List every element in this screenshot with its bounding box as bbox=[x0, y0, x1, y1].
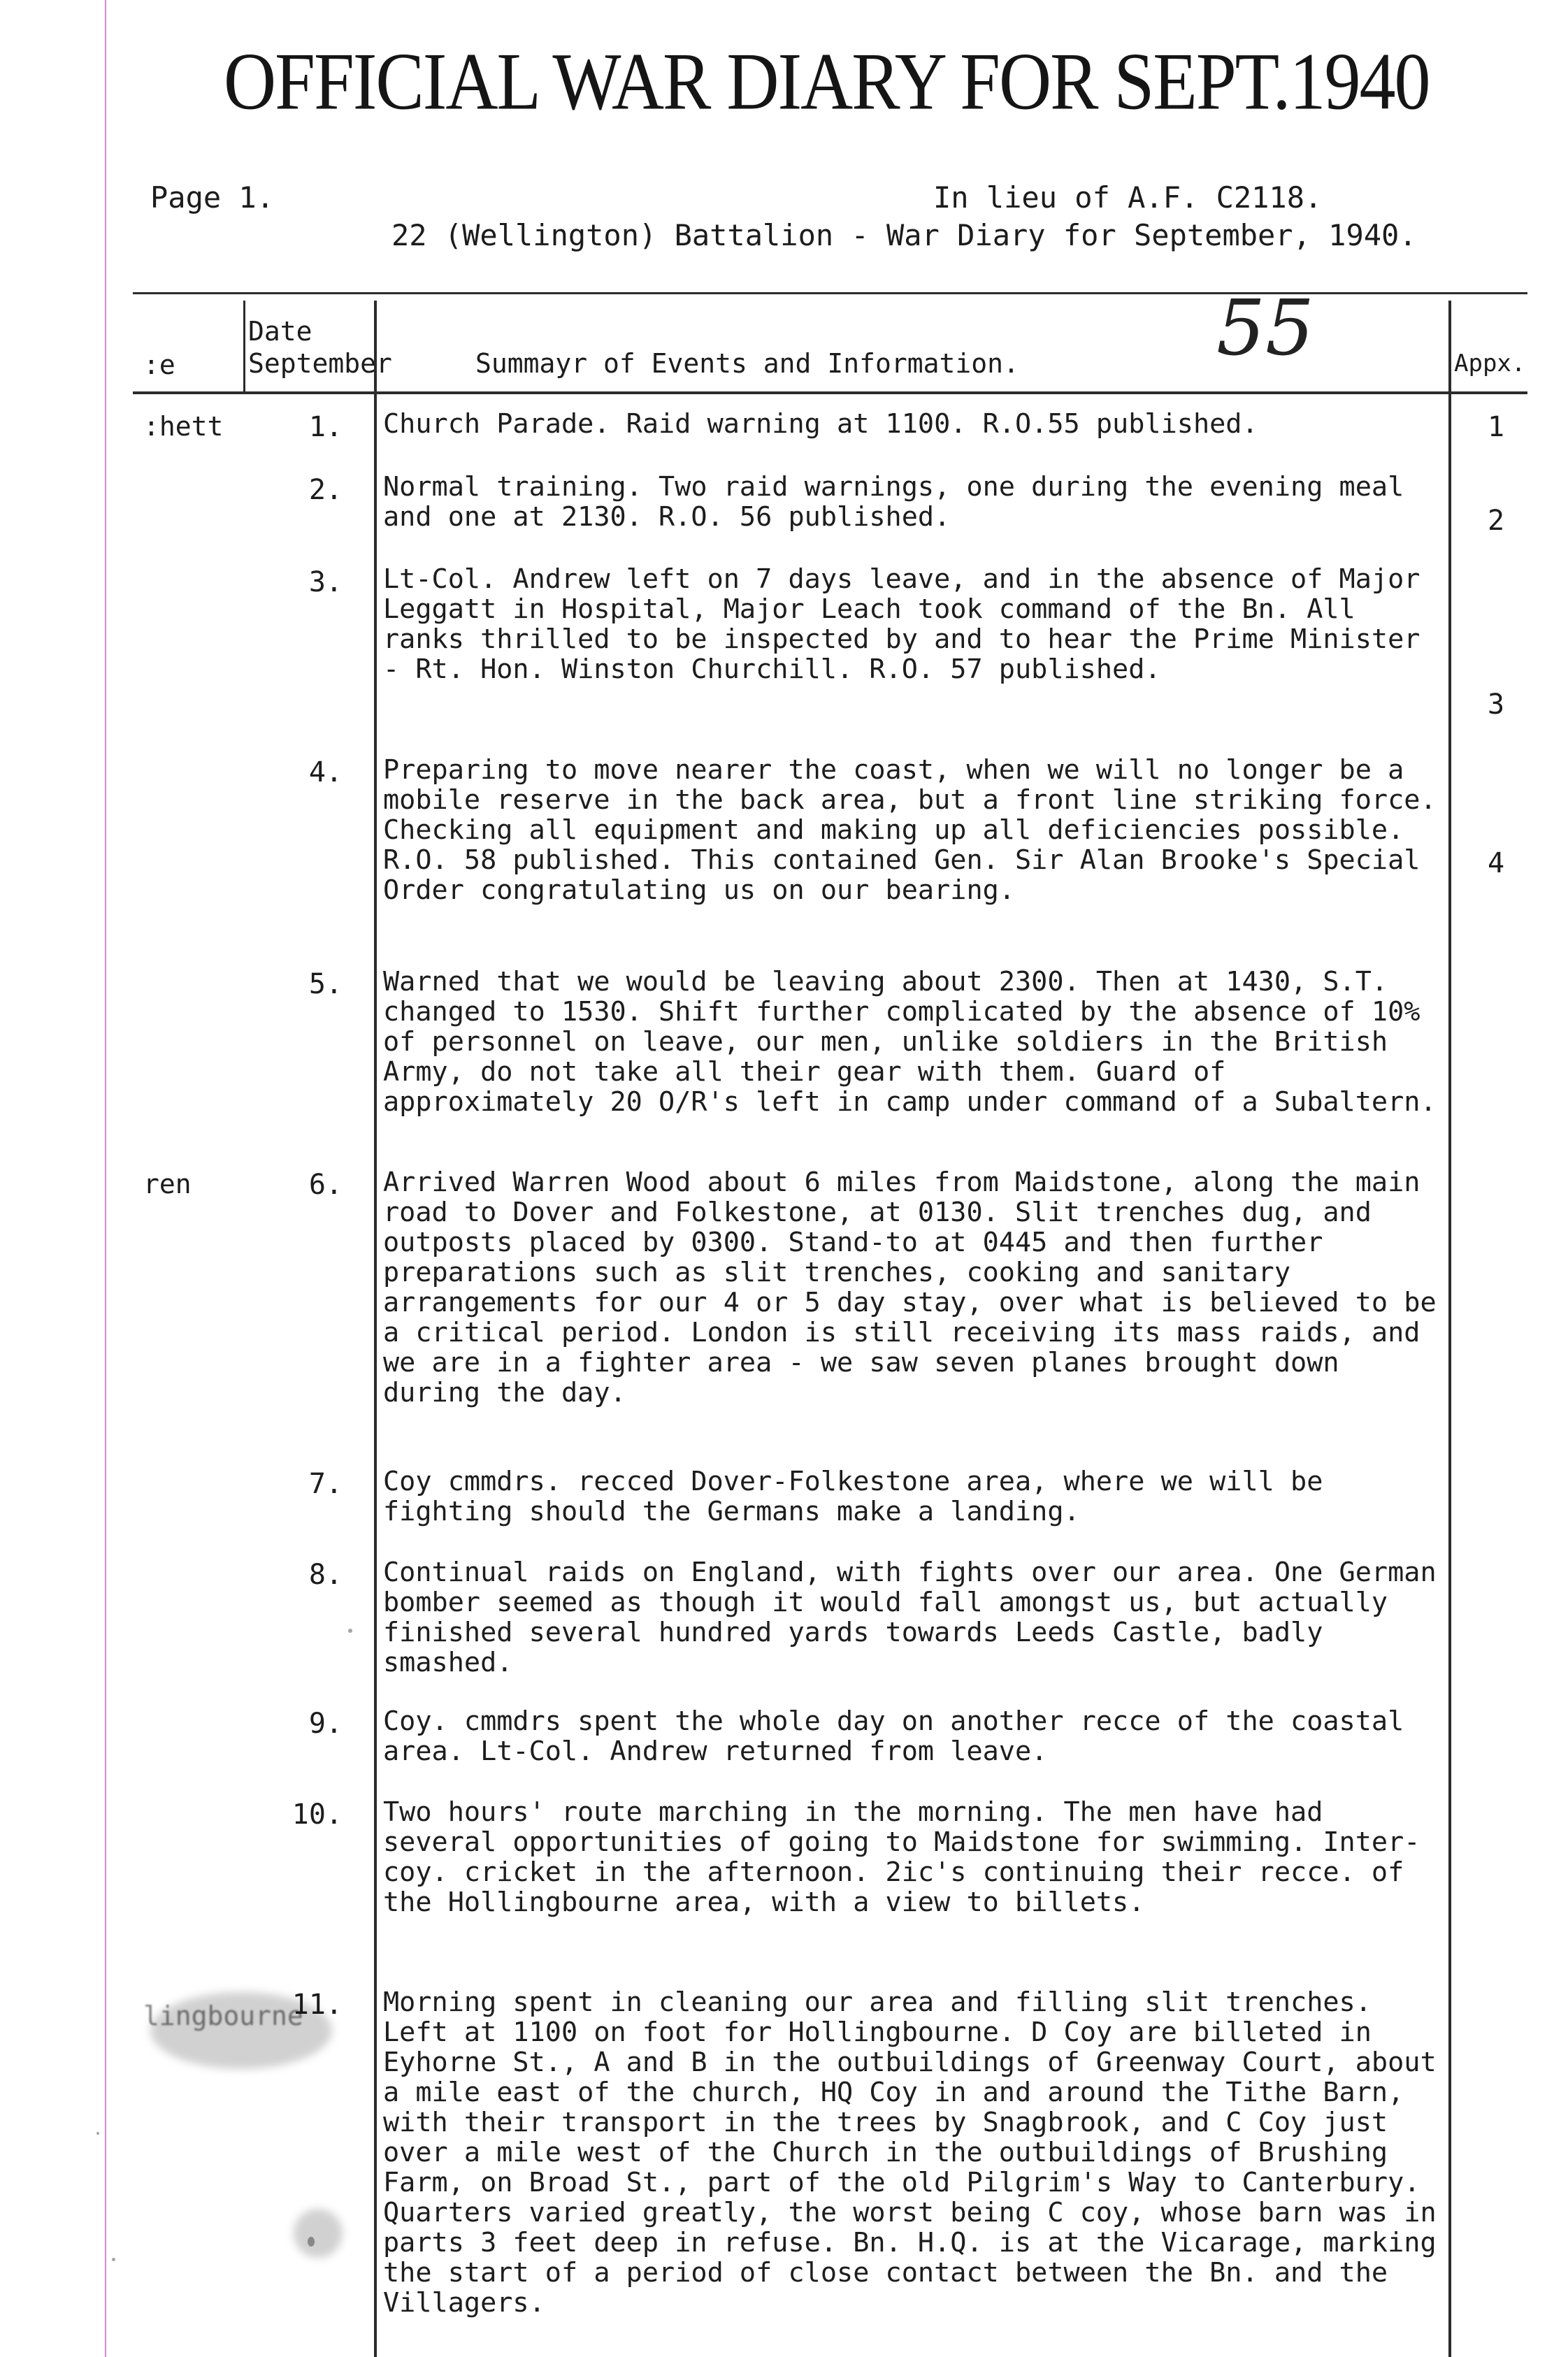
entry-text: Continual raids on England, with fights over our area. One German bomber seemed as though it would fall amongst us, but actually finished several hundred yards towards Leeds Castle, badly smashed. bbox=[383, 1557, 1437, 1678]
entry-text: Normal training. Two raid warnings, one during the evening meal and one at 2130. R.O. 56 published. bbox=[383, 471, 1404, 533]
entry-date: 10. bbox=[292, 1799, 343, 1831]
entry-text: Arrived Warren Wood about 6 miles from Maidstone, along the main road to Dover and Folkestone, at 0130. Slit trenches dug, and outposts placed by 0300. Stand-to at 0445 and then further preparations such as slit trenches, cooking and sanitary arrangements for our 4 or 5 day stay, over what is believed to be a critical period. London is still receiving its mass raids, and we are in a fighter area - we saw seven planes brought down during the day. bbox=[383, 1167, 1437, 1408]
entry-appx: 3 bbox=[1487, 689, 1505, 721]
header-summary: Summayr of Events and Information. bbox=[475, 348, 1019, 379]
entry-text: Two hours' route marching in the morning. The men have had several opportunities of going to Maidstone for swimming. Inter-coy. cricket in the afternoon. 2ic's continuing their recce. of the Hollingbourne area, with a view to billets. bbox=[383, 1796, 1420, 1918]
page-label: Page 1. bbox=[150, 180, 275, 215]
entry-date: 7. bbox=[308, 1468, 343, 1500]
entry-date: 5. bbox=[308, 968, 343, 1000]
entry-appx: 2 bbox=[1487, 505, 1505, 537]
document-title: OFFICIAL WAR DIARY FOR SEPT.1940 bbox=[224, 36, 1430, 127]
entry-text: Coy. cmmdrs spent the whole day on another recce of the coastal area. Lt-Col. Andrew returned from leave. bbox=[383, 1706, 1404, 1767]
entry-date: 2. bbox=[308, 474, 343, 506]
entry-text: Preparing to move nearer the coast, when we will no longer be a mobile reserve in the back area, but a front line striking force. Checking all equipment and making up all deficiencies possible. R.O. 58 published. This contained Gen. Sir Alan Brooke's Special Order congratulating us on our bearing. bbox=[383, 754, 1437, 906]
form-reference: In lieu of A.F. C2118. bbox=[933, 180, 1323, 215]
photocopy-speck bbox=[348, 1629, 352, 1633]
entry-date: 9. bbox=[308, 1708, 343, 1740]
margin-rule bbox=[105, 0, 106, 2357]
photocopy-speck bbox=[112, 2258, 115, 2261]
photocopy-smudge bbox=[294, 2209, 343, 2258]
header-appx: Appx. bbox=[1454, 349, 1526, 377]
photocopy-speck bbox=[308, 2237, 315, 2247]
place-second: ren bbox=[143, 1169, 192, 1199]
header-bottom-rule bbox=[133, 391, 1527, 394]
entry-date: 4. bbox=[308, 756, 343, 788]
place-first: :hett bbox=[143, 411, 224, 442]
entry-text: Morning spent in cleaning our area and filling slit trenches. Left at 1100 on foot for Hollingbourne. D Coy are billeted in Eyhorne St., A and B in the outbuildings of Greenway Court, about a mile east of the church, HQ Coy in and around the Tithe Barn, with their transport in the trees by Snagbrook, and C Coy just over a mile west of the Church in the outbuildings of Brushing Farm, on Broad St., part of the old Pilgrim's Way to Canterbury. Quarters varied greatly, the worst being C coy, whose barn was in parts 3 feet deep in refuse. Bn. H.Q. is at the Vicarage, marking the start of a period of close contact between the Bn. and the Villagers. bbox=[383, 1987, 1437, 2319]
table-top-rule bbox=[133, 292, 1527, 294]
entry-date: 6. bbox=[308, 1169, 343, 1201]
header-date-line1: Date bbox=[248, 316, 312, 347]
entry-appx: 4 bbox=[1487, 847, 1505, 879]
entry-text: Warned that we would be leaving about 2300. Then at 1430, S.T. changed to 1530. Shift further complicated by the absence of 10% of personnel on leave, our men, unlike soldiers in the British Army, do not take all their gear with them. Guard of approximately 20 O/R's left in camp under command of a Subaltern. bbox=[383, 966, 1437, 1118]
summary-right-rule bbox=[1448, 301, 1451, 2357]
entry-date: 11. bbox=[292, 1989, 343, 2021]
date-column-rule bbox=[243, 301, 245, 393]
entry-date: 1. bbox=[308, 411, 343, 443]
header-place: :e bbox=[143, 349, 175, 380]
place-third: lingbourne bbox=[143, 2001, 303, 2031]
handwritten-page-number: 55 bbox=[1216, 283, 1314, 373]
entry-text: Lt-Col. Andrew left on 7 days leave, and in the absence of Major Leggatt in Hospital, Major Leach took command of the Bn. All ranks thrilled to be inspected by and to hear the Prime Minister - Rt. Hon. Winston Churchill. R.O. 57 published. bbox=[383, 563, 1420, 685]
entry-text: Church Parade. Raid warning at 1100. R.O.55 published. bbox=[383, 408, 1258, 440]
page-edge bbox=[1534, 0, 1568, 2357]
entry-appx: 1 bbox=[1487, 411, 1505, 443]
summary-left-rule bbox=[374, 301, 377, 2357]
unit-line: 22 (Wellington) Battalion - War Diary for September, 1940. bbox=[391, 218, 1417, 252]
entry-date: 3. bbox=[308, 566, 343, 598]
entry-text: Coy cmmdrs. recced Dover-Folkestone area, where we will be fighting should the Germans make a landing. bbox=[383, 1466, 1323, 1527]
photocopy-smudge bbox=[150, 1992, 332, 2069]
photocopy-speck bbox=[96, 2132, 99, 2135]
header-date-line2: September bbox=[248, 348, 392, 379]
entry-date: 8. bbox=[308, 1559, 343, 1591]
